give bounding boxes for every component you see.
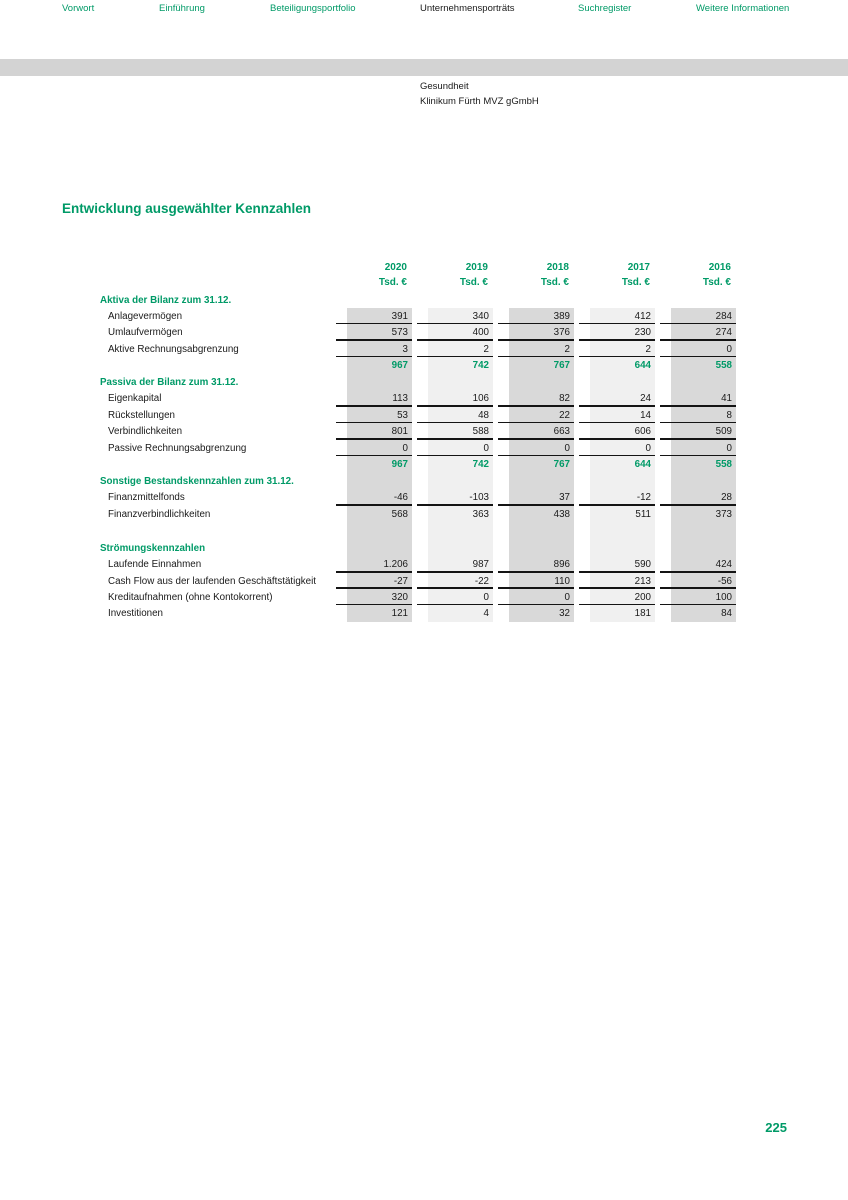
year-header: 2017 [627,261,650,273]
value-cell: 230 [590,324,655,340]
value-cell: 0 [428,440,493,456]
value-cell [428,522,493,539]
value-cell: 391 [347,308,412,324]
value-cell: 742 [428,357,493,373]
unit-header: Tsd. € [621,276,650,288]
value-cell: 0 [671,341,736,357]
value-cell: 121 [347,605,412,621]
table-unit-header-row [100,275,736,290]
row-label [100,357,331,373]
value-cell [590,539,655,556]
table-row [100,324,736,340]
value-cell: 0 [509,589,574,605]
value-cell: -103 [428,490,493,506]
value-cell: 558 [671,456,736,472]
value-cell [671,539,736,556]
value-cell: 568 [347,506,412,522]
value-cell: 590 [590,556,655,572]
nav-item-beteiligungsportfolio[interactable]: Beteiligungsportfolio [270,3,356,14]
value-cell: 340 [428,308,493,324]
value-cell: 967 [347,357,412,373]
table-row [100,605,736,621]
value-cell: 106 [428,391,493,407]
row-label: Laufende Einnahmen [108,559,202,571]
value-cell: 84 [671,605,736,621]
row-label: Finanzverbindlichkeiten [108,508,211,520]
nav-item-vorwort[interactable]: Vorwort [62,3,95,14]
value-cell: 896 [509,556,574,572]
value-cell: 24 [590,391,655,407]
value-cell: 558 [671,357,736,373]
value-cell: 213 [590,573,655,589]
value-cell [590,473,655,490]
value-cell: 28 [671,490,736,506]
table-body [100,290,736,622]
value-cell [590,290,655,308]
value-cell [671,522,736,539]
value-cell: 32 [509,605,574,621]
table-row [100,341,736,357]
table-row [100,391,736,407]
value-cell: 967 [347,456,412,472]
value-cell: 644 [590,357,655,373]
row-label [100,456,331,472]
table-row [100,573,736,589]
value-cell: 200 [590,589,655,605]
value-cell: 274 [671,324,736,340]
value-cell: -56 [671,573,736,589]
value-cell [428,374,493,391]
value-cell: 41 [671,391,736,407]
value-cell: 3 [347,341,412,357]
value-cell: 588 [428,423,493,439]
value-cell [509,522,574,539]
value-cell: 742 [428,456,493,472]
value-cell: 606 [590,423,655,439]
value-cell [509,539,574,556]
unit-header: Tsd. € [540,276,569,288]
value-cell: 767 [509,456,574,472]
value-cell: 801 [347,423,412,439]
value-cell [428,290,493,308]
value-cell [347,539,412,556]
value-cell: 181 [590,605,655,621]
value-cell: 82 [509,391,574,407]
value-cell: 37 [509,490,574,506]
value-cell [671,290,736,308]
value-cell: 511 [590,506,655,522]
value-cell [428,539,493,556]
value-cell: 0 [671,440,736,456]
table-row [100,473,736,490]
value-cell: 4 [428,605,493,621]
value-cell: 1.206 [347,556,412,572]
table-row [100,357,736,373]
section-label: Sonstige Bestandskennzahlen zum 31.12. [100,476,294,488]
value-cell: 8 [671,407,736,423]
row-label: Finanzmittelfonds [108,492,185,504]
section-label: Strömungskennzahlen [100,542,206,554]
value-cell: 0 [347,440,412,456]
value-cell: 376 [509,324,574,340]
value-cell: 373 [671,506,736,522]
row-label: Eigenkapital [108,393,162,405]
table-row [100,556,736,572]
breadcrumb-category: Gesundheit [420,81,469,92]
value-cell: 412 [590,308,655,324]
nav-item-unternehmensportraets[interactable]: Unternehmensporträts [420,3,515,14]
table-row [100,374,736,391]
section-label: Passiva der Bilanz zum 31.12. [100,377,239,389]
value-cell: 113 [347,391,412,407]
row-label [100,522,331,539]
row-label: Investitionen [108,608,164,620]
value-cell: -22 [428,573,493,589]
row-label: Anlagevermögen [108,310,183,322]
value-cell [590,522,655,539]
breadcrumb-company: Klinikum Fürth MVZ gGmbH [420,95,539,107]
table-row [100,290,736,308]
value-cell: 100 [671,589,736,605]
row-label: Passive Rechnungsabgrenzung [108,442,247,454]
nav-item-einfuehrung[interactable]: Einführung [159,3,205,14]
table-row [100,308,736,324]
value-cell: 14 [590,407,655,423]
page-title: Entwicklung ausgewählter Kennzahlen [62,201,312,216]
page-number: 225 [765,1120,787,1135]
table-row [100,589,736,605]
value-cell: 509 [671,423,736,439]
nav-item-weitere-informationen[interactable]: Weitere Informationen [696,3,790,14]
value-cell: 0 [428,589,493,605]
value-cell [428,473,493,490]
value-cell: 424 [671,556,736,572]
row-label: Umlaufvermögen [108,327,183,339]
table-row [100,440,736,456]
top-nav-bar [0,59,848,76]
row-label: Cash Flow aus der laufenden Geschäftstätigkeit [108,575,317,587]
value-cell: -27 [347,573,412,589]
unit-header: Tsd. € [702,276,731,288]
row-label: Aktive Rechnungsabgrenzung [108,343,239,355]
value-cell: 438 [509,506,574,522]
section-label: Aktiva der Bilanz zum 31.12. [100,294,232,306]
table-row [100,456,736,472]
unit-header: Tsd. € [378,276,407,288]
breadcrumb [420,80,539,109]
value-cell [671,473,736,490]
value-cell: 48 [428,407,493,423]
value-cell: -12 [590,490,655,506]
value-cell [347,374,412,391]
value-cell: 0 [509,440,574,456]
value-cell: 663 [509,423,574,439]
value-cell: 767 [509,357,574,373]
table-corner [100,275,331,290]
value-cell: 2 [509,341,574,357]
kennzahlen-table [100,261,736,622]
row-label: Verbindlichkeiten [108,426,183,438]
value-cell: 2 [590,341,655,357]
table-row [100,522,736,539]
row-label: Kreditaufnahmen (ohne Kontokorrent) [108,591,273,603]
table-row [100,423,736,439]
value-cell: 320 [347,589,412,605]
value-cell: 644 [590,456,655,472]
table-row [100,407,736,423]
table-year-header-row [100,261,736,275]
value-cell: 284 [671,308,736,324]
value-cell [347,473,412,490]
year-header: 2018 [546,261,569,273]
table-row [100,539,736,556]
value-cell: 363 [428,506,493,522]
value-cell: 987 [428,556,493,572]
value-cell [347,290,412,308]
year-header: 2019 [465,261,488,273]
table-corner [100,261,331,275]
value-cell: 53 [347,407,412,423]
value-cell: 0 [590,440,655,456]
value-cell [509,473,574,490]
value-cell: 400 [428,324,493,340]
value-cell: 110 [509,573,574,589]
table-row [100,490,736,506]
unit-header: Tsd. € [459,276,488,288]
value-cell [590,374,655,391]
value-cell: 2 [428,341,493,357]
table-row [100,506,736,522]
row-label: Rückstellungen [108,409,175,421]
value-cell [509,290,574,308]
value-cell [671,374,736,391]
nav-item-suchregister[interactable]: Suchregister [578,3,632,14]
value-cell [347,522,412,539]
value-cell [509,374,574,391]
value-cell: 22 [509,407,574,423]
value-cell: 573 [347,324,412,340]
year-header: 2016 [708,261,731,273]
value-cell: 389 [509,308,574,324]
year-header: 2020 [384,261,407,273]
value-cell: -46 [347,490,412,506]
